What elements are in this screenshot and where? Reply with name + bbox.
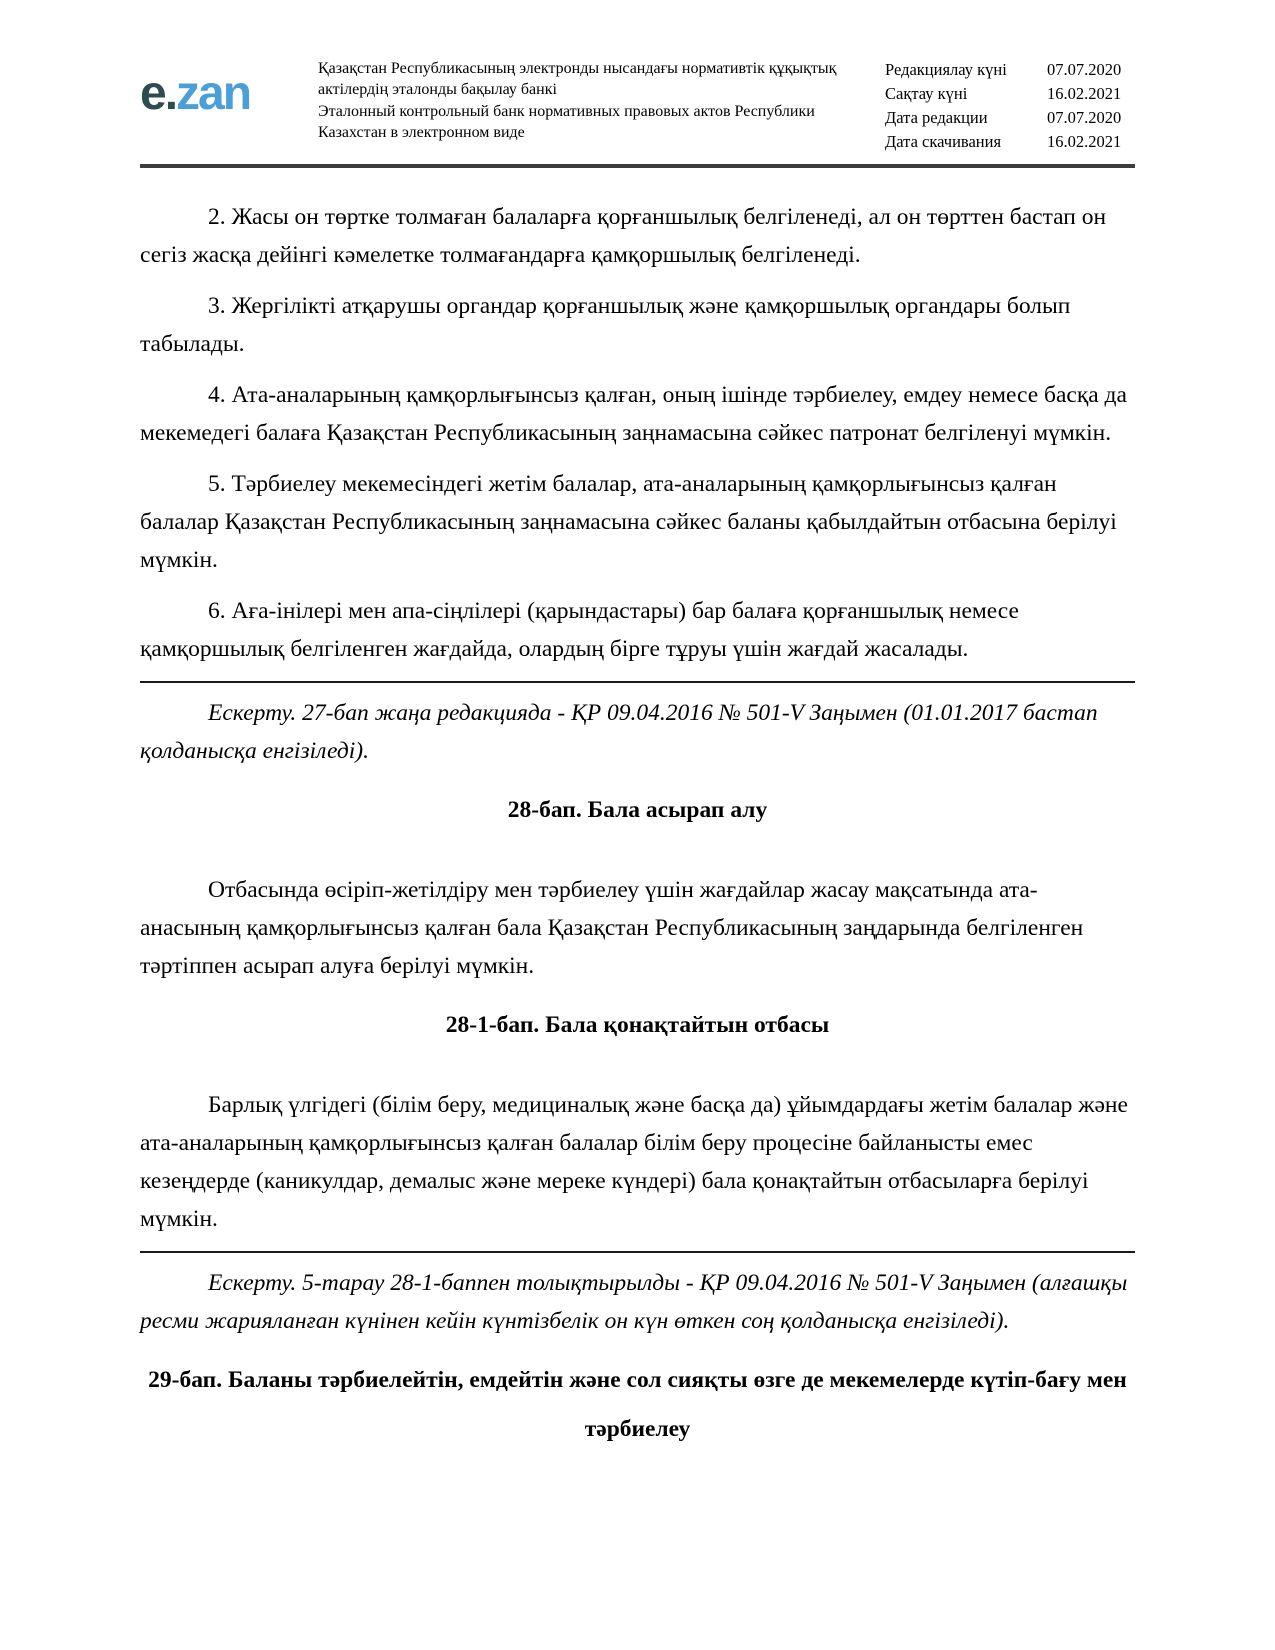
header-separator-line <box>140 164 1135 168</box>
note-article-28-1: Ескерту. 5-тарау 28-1-баппен толықтырылды - ҚР 09.04.2016 № 501-V Заңымен (алғашқы ресми жарияланған күнінен кейін күнтізбелік он күн өткен соң қолданысқа енгізіледі). <box>140 1270 1128 1334</box>
document-header <box>140 58 1135 154</box>
section-divider-1 <box>140 681 1135 683</box>
paragraph-article-28-1: Барлық үлгідегі (білім беру, медициналық және басқа да) ұйымдардағы жетім балалар және ата-аналарының қамқорлығынсыз қалған балалар білім беру процесіне байланысты емес кезеңдерде (каникулдар, демалыс және мереке күндері) бала қонақтайтын отбасыларға берілуі мүмкін. <box>140 1092 1128 1232</box>
heading-article-29: 29-бап. Баланы тәрбиелейтін, емдейтін және сол сияқты өзге де мекемелерде күтіп-бағу мен тәрбиелеу <box>148 1367 1127 1442</box>
date-label-download-ru: Дата скачивания <box>885 132 1002 151</box>
date-label-edit-ru: Дата редакции <box>885 108 988 127</box>
paragraph-item-4: 4. Ата-аналарының қамқорлығынсыз қалған, оның ішінде тәрбиелеу, емдеу немесе басқа да мекемедегі балаға Қазақстан Республикасының заңнамасына сәйкес патронат белгіленуі мүмкін. <box>140 382 1127 446</box>
date-label-edit-kk: Редакциялау күні <box>885 60 1007 79</box>
date-value-edit-ru: 07.07.2020 <box>1047 108 1122 127</box>
document-body <box>140 198 1135 1454</box>
date-value-edit-kk: 07.07.2020 <box>1047 60 1122 79</box>
logo-part-blue: zan <box>176 67 251 120</box>
date-label-save-kk: Сақтау күні <box>885 84 968 103</box>
section-divider-2 <box>140 1251 1135 1253</box>
organization-titles <box>318 58 885 143</box>
date-value-download-ru: 16.02.2021 <box>1047 132 1122 151</box>
heading-article-28-1: 28-1-бап. Бала қонақтайтын отбасы <box>445 1012 830 1038</box>
paragraph-item-3: 3. Жергілікті атқарушы органдар қорғаншылық және қамқоршылық органдары болып табылады. <box>140 293 1071 357</box>
org-title-russian: Эталонный контрольный банк нормативных правовых актов Республики Казахстан в электронном виде <box>318 103 815 142</box>
document-dates <box>885 58 1135 154</box>
ezan-logo <box>140 58 318 118</box>
paragraph-item-5: 5. Тәрбиелеу мекемесіндегі жетім балалар, ата-аналарының қамқорлығынсыз қалған балалар Қазақстан Республикасының заңнамасына сәйкес баланы қабылдайтын отбасына берілуі мүмкін. <box>140 471 1117 573</box>
date-value-save-kk: 16.02.2021 <box>1047 84 1122 103</box>
org-title-kazakh: Қазақстан Республикасының электронды нысандағы нормативтік құқықтық актілердің эталонды бақылау банкі <box>318 60 837 99</box>
heading-article-28: 28-бап. Бала асырап алу <box>507 797 768 823</box>
note-article-27: Ескерту. 27-бап жаңа редакцияда - ҚР 09.04.2016 № 501-V Заңымен (01.01.2017 бастап қолданысқа енгізіледі). <box>140 700 1098 764</box>
paragraph-article-28: Отбасында өсіріп-жетілдіру мен тәрбиелеу үшін жағдайлар жасау мақсатында ата-анасының қамқорлығынсыз қалған бала Қазақстан Республикасының заңдарында белгіленген тәртіппен асырап алуға берілуі мүмкін. <box>140 877 1084 979</box>
paragraph-item-2: 2. Жасы он төртке толмаған балаларға қорғаншылық белгіленеді, ал он төрттен бастап он сегіз жасқа дейінгі кәмелетке толмағандарға қамқоршылық белгіленеді. <box>140 204 1107 268</box>
logo-part-dark: e. <box>140 67 177 120</box>
paragraph-item-6: 6. Аға-інілері мен апа-сіңлілері (қарындастары) бар балаға қорғаншылық немесе қамқоршылық белгіленген жағдайда, олардың бірге тұруы үшін жағдай жасалады. <box>140 598 1019 662</box>
